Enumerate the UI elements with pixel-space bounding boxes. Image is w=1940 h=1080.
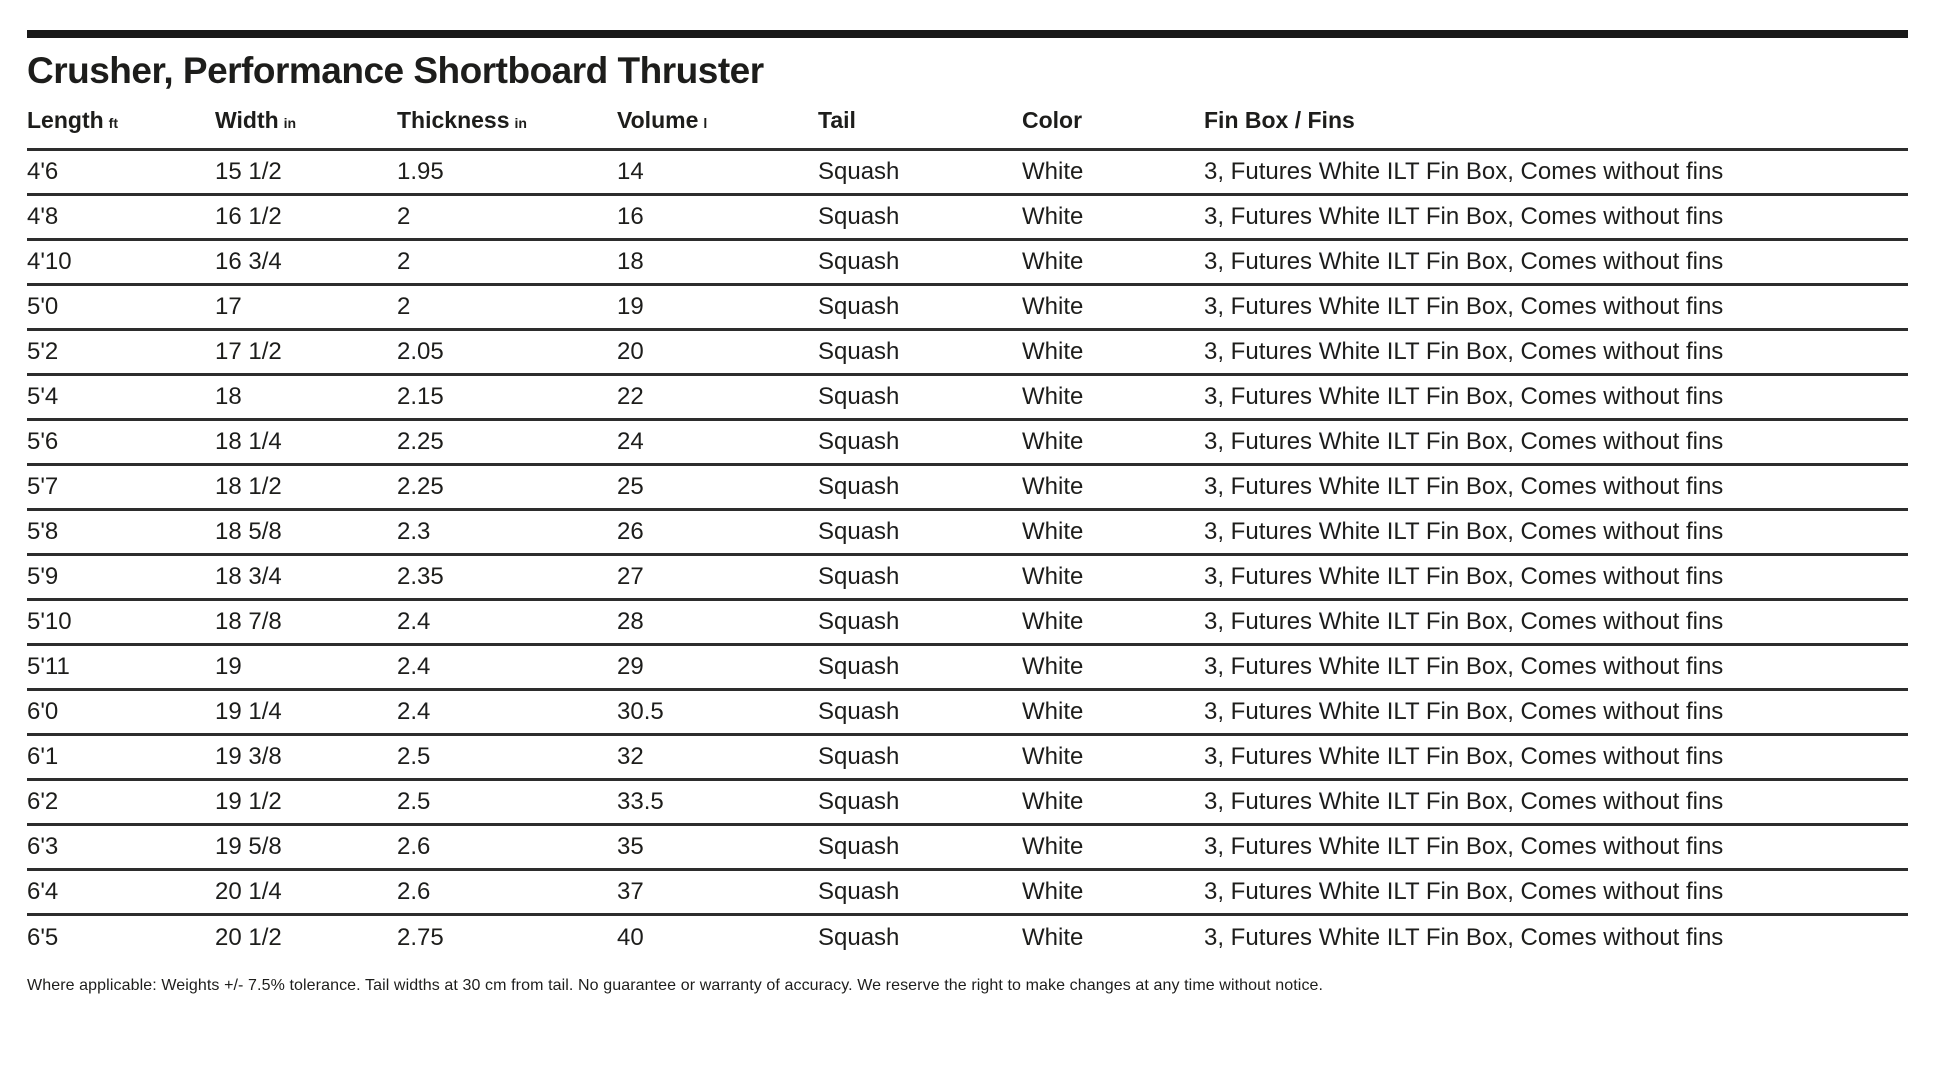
cell-length: 6'0 xyxy=(27,690,215,735)
cell-length: 5'8 xyxy=(27,510,215,555)
cell-thickness: 2 xyxy=(397,285,617,330)
cell-fin-box-fins: 3, Futures White ILT Fin Box, Comes without fins xyxy=(1204,465,1908,510)
cell-fin-box-fins: 3, Futures White ILT Fin Box, Comes without fins xyxy=(1204,600,1908,645)
header-row xyxy=(27,99,1908,150)
column-unit: l xyxy=(703,115,708,131)
cell-volume: 29 xyxy=(617,645,818,690)
cell-width: 20 1/2 xyxy=(215,923,282,951)
cell-length: 5'0 xyxy=(27,285,215,330)
cell-fin-box-fins: 3, Futures White ILT Fin Box, Comes without fins xyxy=(1204,645,1908,690)
column-unit: in xyxy=(283,115,297,131)
cell-width: 19 3/8 xyxy=(215,735,397,780)
column-header-tail xyxy=(818,99,1022,150)
cell-color: White xyxy=(1022,645,1204,690)
cell-color: White xyxy=(1022,600,1204,645)
cell-length: 6'3 xyxy=(27,825,215,870)
cell-width: 16 1/2 xyxy=(215,195,397,240)
cell-width: 18 7/8 xyxy=(215,600,397,645)
cell-length: 5'10 xyxy=(27,600,215,645)
cell-length: 6'1 xyxy=(27,735,215,780)
table-row xyxy=(27,735,1908,780)
cell-width: 18 3/4 xyxy=(215,555,397,600)
cell-color: White xyxy=(1022,735,1204,780)
column-header-fin-box-fins xyxy=(1204,99,1908,150)
cell-tail: Squash xyxy=(818,600,1022,645)
table-row xyxy=(27,465,1908,510)
cell-thickness: 2 xyxy=(397,240,617,285)
cell-thickness: 2.4 xyxy=(397,600,617,645)
cell-tail: Squash xyxy=(818,825,1022,870)
table-row xyxy=(27,690,1908,735)
cell-fin-box-fins: 3, Futures White ILT Fin Box, Comes without fins xyxy=(1204,330,1908,375)
table-row xyxy=(27,195,1908,240)
cell-color: White xyxy=(1022,825,1204,870)
cell-volume: 40 xyxy=(617,923,644,951)
cell-width: 19 5/8 xyxy=(215,825,397,870)
cell-thickness: 2.4 xyxy=(397,690,617,735)
cell-length: 5'4 xyxy=(27,375,215,420)
cell-length: 6'5 xyxy=(27,923,59,951)
column-unit: ft xyxy=(108,115,118,131)
cell-tail: Squash xyxy=(818,420,1022,465)
cell-thickness: 2.35 xyxy=(397,555,617,600)
cell-color: White xyxy=(1022,330,1204,375)
column-label: Fin Box / Fins xyxy=(1204,107,1355,133)
cell-length: 5'7 xyxy=(27,465,215,510)
column-label: Color xyxy=(1022,107,1083,133)
cell-color: White xyxy=(1022,870,1204,915)
cell-tail: Squash xyxy=(818,150,1022,195)
cell-tail: Squash xyxy=(818,465,1022,510)
table-row xyxy=(27,600,1908,645)
cell-fin-box-fins: 3, Futures White ILT Fin Box, Comes without fins xyxy=(1204,825,1908,870)
cell-fin-box-fins: 3, Futures White ILT Fin Box, Comes without fins xyxy=(1204,420,1908,465)
cell-color: White xyxy=(1022,465,1204,510)
cell-volume: 16 xyxy=(617,195,818,240)
cell-volume: 18 xyxy=(617,240,818,285)
cell-color: White xyxy=(1022,780,1204,825)
cell-thickness: 1.95 xyxy=(397,150,617,195)
table-row xyxy=(27,240,1908,285)
cell-tail: Squash xyxy=(818,195,1022,240)
cell-tail: Squash xyxy=(818,735,1022,780)
cell-thickness: 2.75 xyxy=(397,923,444,951)
cell-volume: 33.5 xyxy=(617,780,818,825)
cell-thickness: 2.05 xyxy=(397,330,617,375)
cell-tail: Squash xyxy=(818,923,900,951)
cell-tail: Squash xyxy=(818,510,1022,555)
cell-volume: 32 xyxy=(617,735,818,780)
table-row xyxy=(27,825,1908,870)
cell-thickness: 2.25 xyxy=(397,465,617,510)
cell-fin-box-fins: 3, Futures White ILT Fin Box, Comes without fins xyxy=(1204,735,1908,780)
cell-thickness: 2.4 xyxy=(397,645,617,690)
cell-color: White xyxy=(1022,285,1204,330)
column-header-length xyxy=(27,99,215,150)
cell-color: White xyxy=(1022,195,1204,240)
cell-fin-box-fins: 3, Futures White ILT Fin Box, Comes without fins xyxy=(1204,510,1908,555)
cell-width: 18 1/2 xyxy=(215,465,397,510)
table-row xyxy=(27,285,1908,330)
column-label: Tail xyxy=(818,107,856,133)
cell-color: White xyxy=(1022,420,1204,465)
spec-table xyxy=(27,99,1908,960)
cell-volume: 37 xyxy=(617,870,818,915)
cell-width: 18 1/4 xyxy=(215,420,397,465)
cell-fin-box-fins: 3, Futures White ILT Fin Box, Comes without fins xyxy=(1204,195,1908,240)
cell-fin-box-fins: 3, Futures White ILT Fin Box, Comes without fins xyxy=(1204,555,1908,600)
cell-thickness: 2.5 xyxy=(397,780,617,825)
cell-length: 4'10 xyxy=(27,240,215,285)
cell-width: 18 5/8 xyxy=(215,510,397,555)
cell-width: 19 1/2 xyxy=(215,780,397,825)
cell-tail: Squash xyxy=(818,870,1022,915)
table-row xyxy=(27,510,1908,555)
column-header-width xyxy=(215,99,397,150)
column-label: Volume xyxy=(617,107,699,133)
cell-volume: 14 xyxy=(617,150,818,195)
column-header-volume xyxy=(617,99,818,150)
cell-width: 17 xyxy=(215,285,397,330)
cell-fin-box-fins: 3, Futures White ILT Fin Box, Comes without fins xyxy=(1204,375,1908,420)
cell-volume: 26 xyxy=(617,510,818,555)
column-header-thickness xyxy=(397,99,617,150)
cell-length: 6'4 xyxy=(27,870,215,915)
cell-volume: 30.5 xyxy=(617,690,818,735)
page-title: Crusher, Performance Shortboard Thruster xyxy=(27,50,764,91)
cell-thickness: 2.5 xyxy=(397,735,617,780)
cell-volume: 28 xyxy=(617,600,818,645)
cell-length: 5'2 xyxy=(27,330,215,375)
table-row xyxy=(27,375,1908,420)
cell-length: 5'11 xyxy=(27,645,215,690)
cell-thickness: 2.6 xyxy=(397,825,617,870)
cell-volume: 27 xyxy=(617,555,818,600)
column-label: Length xyxy=(27,107,104,133)
table-row xyxy=(27,555,1908,600)
cell-fin-box-fins: 3, Futures White ILT Fin Box, Comes without fins xyxy=(1204,923,1724,951)
column-unit: in xyxy=(514,115,527,131)
table-row xyxy=(27,645,1908,690)
cell-length: 4'6 xyxy=(27,150,215,195)
cell-tail: Squash xyxy=(818,375,1022,420)
cell-length: 5'9 xyxy=(27,555,215,600)
cell-color: White xyxy=(1022,240,1204,285)
table-row xyxy=(27,780,1908,825)
cell-length: 4'8 xyxy=(27,195,215,240)
table-row xyxy=(27,420,1908,465)
cell-thickness: 2.3 xyxy=(397,510,617,555)
cell-fin-box-fins: 3, Futures White ILT Fin Box, Comes without fins xyxy=(1204,780,1908,825)
spec-table-body xyxy=(27,150,1908,960)
cell-thickness: 2.15 xyxy=(397,375,617,420)
column-label: Width xyxy=(215,107,279,133)
column-label: Thickness xyxy=(397,107,510,133)
table-row xyxy=(27,915,1908,960)
cell-volume: 19 xyxy=(617,285,818,330)
cell-tail: Squash xyxy=(818,330,1022,375)
cell-thickness: 2.6 xyxy=(397,870,617,915)
cell-fin-box-fins: 3, Futures White ILT Fin Box, Comes without fins xyxy=(1204,285,1908,330)
cell-volume: 22 xyxy=(617,375,818,420)
cell-volume: 20 xyxy=(617,330,818,375)
cell-volume: 24 xyxy=(617,420,818,465)
cell-length: 6'2 xyxy=(27,780,215,825)
cell-tail: Squash xyxy=(818,645,1022,690)
cell-thickness: 2.25 xyxy=(397,420,617,465)
cell-color: White xyxy=(1022,375,1204,420)
cell-color: White xyxy=(1022,555,1204,600)
cell-width: 15 1/2 xyxy=(215,150,397,195)
cell-color: White xyxy=(1022,690,1204,735)
table-row xyxy=(27,870,1908,915)
cell-tail: Squash xyxy=(818,780,1022,825)
cell-tail: Squash xyxy=(818,555,1022,600)
cell-width: 18 xyxy=(215,375,397,420)
cell-thickness: 2 xyxy=(397,195,617,240)
cell-color: White xyxy=(1022,150,1204,195)
cell-tail: Squash xyxy=(818,240,1022,285)
table-row xyxy=(27,330,1908,375)
cell-fin-box-fins: 3, Futures White ILT Fin Box, Comes without fins xyxy=(1204,870,1908,915)
cell-volume: 35 xyxy=(617,825,818,870)
column-header-color xyxy=(1022,99,1204,150)
cell-width: 16 3/4 xyxy=(215,240,397,285)
disclaimer-text: Where applicable: Weights +/- 7.5% tolerance. Tail widths at 30 cm from tail. No guarantee or warranty of accuracy. We reserve the right to make changes at any time without notice. xyxy=(27,976,1324,994)
table-row xyxy=(27,150,1908,195)
cell-color: White xyxy=(1022,510,1204,555)
cell-tail: Squash xyxy=(818,285,1022,330)
cell-fin-box-fins: 3, Futures White ILT Fin Box, Comes without fins xyxy=(1204,690,1908,735)
top-rule xyxy=(27,30,1908,38)
cell-volume: 25 xyxy=(617,465,818,510)
cell-length: 5'6 xyxy=(27,420,215,465)
cell-width: 19 xyxy=(215,645,397,690)
cell-width: 17 1/2 xyxy=(215,330,397,375)
cell-fin-box-fins: 3, Futures White ILT Fin Box, Comes without fins xyxy=(1204,240,1908,285)
cell-color: White xyxy=(1022,923,1084,951)
cell-width: 19 1/4 xyxy=(215,690,397,735)
cell-tail: Squash xyxy=(818,690,1022,735)
cell-width: 20 1/4 xyxy=(215,870,397,915)
cell-fin-box-fins: 3, Futures White ILT Fin Box, Comes without fins xyxy=(1204,150,1908,195)
